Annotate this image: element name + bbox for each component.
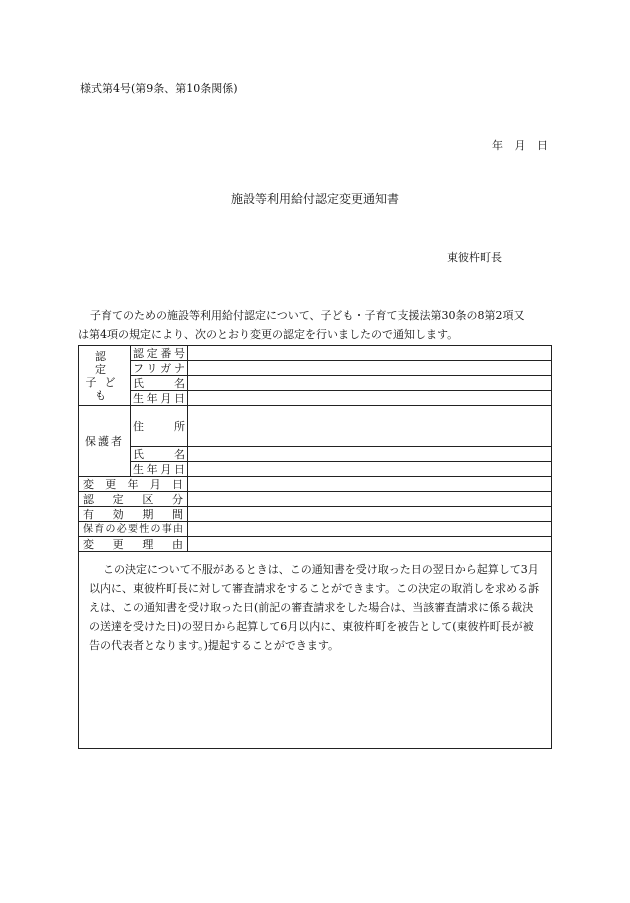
intro-line-2: は第4項の規定により、次のとおり変更の認定を行いましたので通知します。	[78, 328, 459, 341]
guardian-group-label: 保護者	[79, 406, 131, 477]
value-validity-period[interactable]	[188, 507, 552, 522]
label-furigana: フリガナ	[131, 361, 188, 376]
value-guardian-name[interactable]	[188, 447, 552, 462]
form-number: 様式第4号(第9条、第10条関係)	[80, 82, 238, 95]
intro-text	[78, 306, 556, 344]
label-validity-period: 有効期間	[79, 507, 188, 522]
value-change-date[interactable]	[188, 477, 552, 492]
label-address: 住所	[131, 406, 188, 447]
appeal-notice	[79, 552, 552, 749]
label-cert-category: 認定区分	[79, 492, 188, 507]
value-address[interactable]	[188, 406, 552, 447]
label-guardian-name: 氏名	[131, 447, 188, 462]
label-cert-number: 認定番号	[131, 346, 188, 361]
label-change-reason: 変更理由	[79, 537, 188, 552]
value-cert-category[interactable]	[188, 492, 552, 507]
value-child-birthdate[interactable]	[188, 391, 552, 406]
label-guardian-birthdate: 生年月日	[131, 462, 188, 477]
label-child-name: 氏名	[131, 376, 188, 391]
value-cert-number[interactable]	[188, 346, 552, 361]
document-title: 施設等利用給付認定変更通知書	[230, 192, 399, 206]
value-guardian-birthdate[interactable]	[188, 462, 552, 477]
label-child-birthdate: 生年月日	[131, 391, 188, 406]
value-care-reason[interactable]	[188, 522, 552, 537]
certification-table	[78, 345, 552, 749]
issuer-name: 東彼杵町長	[447, 251, 502, 264]
value-change-reason[interactable]	[188, 537, 552, 552]
value-child-name[interactable]	[188, 376, 552, 391]
appeal-notice-text: この決定について不服があるときは、この通知書を受け取った日の翌日から起算して3月以内に、東彼杵町長に対して審査請求をすることができます。この決定の取消しを求める訴えは、この通知書を受け取った日(前記の審査請求をした場合は、当該審査請求に係る裁決の送達を受けた日)の翌日から起算して6月以内に、東彼杵町を被告として(東彼杵町長が被告の代表者となります。)提起することができます。	[89, 563, 540, 652]
child-group-label: 認 定 子ども	[79, 346, 131, 406]
label-change-date: 変更年月日	[79, 477, 188, 492]
intro-line-1: 子育てのための施設等利用給付認定について、子ども・子育て支援法第30条の8第2項又	[90, 309, 525, 322]
value-furigana[interactable]	[188, 361, 552, 376]
label-care-reason: 保育の必要性の事由	[79, 522, 188, 537]
issue-date: 年 月 日	[492, 139, 548, 152]
